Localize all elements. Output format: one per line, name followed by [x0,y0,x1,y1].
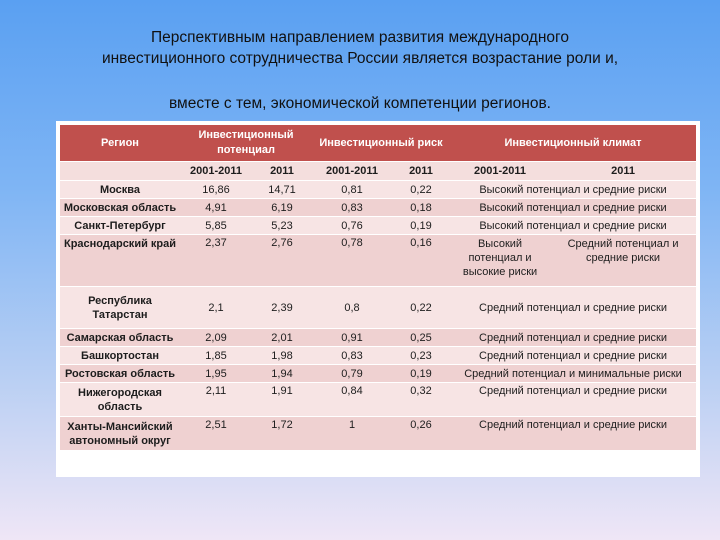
subheader-blank [60,162,180,181]
risk-2001-2011: 0,83 [312,199,392,217]
subheader-years: 2001-2011 [180,162,252,181]
header-risk: Инвестиционный риск [312,125,450,162]
risk-2001-2011: 0,76 [312,217,392,235]
subheader-years: 2011 [252,162,312,181]
potential-2001-2011: 1,95 [180,365,252,383]
table-row [60,383,696,417]
climate-cell: Средний потенциал и средние риски [450,417,696,451]
potential-2011: 1,72 [252,417,312,451]
climate-cell: Средний потенциал и средние риски [450,287,696,329]
subheader-years: 2011 [392,162,450,181]
slide-title-line-2: инвестиционного сотрудничества России является возрастание роли и, [101,50,619,67]
header-climate: Инвестиционный климат [450,125,696,162]
region-cell: Башкортостан [60,347,180,365]
risk-2001-2011: 0,8 [312,287,392,329]
potential-2011: 1,98 [252,347,312,365]
subheader-row [60,162,696,181]
header-potential: Инвестиционный потенциал [180,125,312,162]
slide-title-line-1: Перспективным направлением развития международного [151,29,569,46]
risk-2011: 0,16 [392,235,450,287]
region-cell: Санкт-Петербург [60,217,180,235]
region-cell: Московская область [60,199,180,217]
region-cell: Краснодарский край [60,235,180,287]
climate-cell: Средний потенциал и минимальные риски [450,365,696,383]
investment-table [60,125,696,451]
climate-cell: Высокий потенциал и средние риски [450,181,696,199]
risk-2001-2011: 1 [312,417,392,451]
climate-cell-2001-2011: Высокий потенциал и высокие риски [450,235,550,287]
risk-2011: 0,32 [392,383,450,417]
potential-2001-2011: 4,91 [180,199,252,217]
risk-2011: 0,23 [392,347,450,365]
table-row [60,199,696,217]
table-row [60,347,696,365]
potential-2001-2011: 2,37 [180,235,252,287]
table-row [60,287,696,329]
header-row [60,125,696,162]
region-cell: Нижегородская область [60,383,180,417]
potential-2011: 5,23 [252,217,312,235]
risk-2011: 0,19 [392,365,450,383]
potential-2001-2011: 16,86 [180,181,252,199]
potential-2001-2011: 2,51 [180,417,252,451]
table-row [60,365,696,383]
risk-2011: 0,22 [392,181,450,199]
risk-2001-2011: 0,84 [312,383,392,417]
region-cell: Самарская область [60,329,180,347]
region-cell: Ханты-Мансийский автономный округ [60,417,180,451]
climate-cell-2011: Средний потенциал и средние риски [550,235,696,287]
header-region: Регион [60,125,180,162]
region-cell: Ростовская область [60,365,180,383]
risk-2001-2011: 0,79 [312,365,392,383]
subheader-years: 2001-2011 [312,162,392,181]
risk-2011: 0,25 [392,329,450,347]
table-row [60,417,696,451]
climate-cell: Высокий потенциал и средние риски [450,217,696,235]
risk-2011: 0,22 [392,287,450,329]
risk-2011: 0,19 [392,217,450,235]
potential-2011: 1,94 [252,365,312,383]
potential-2001-2011: 2,09 [180,329,252,347]
table-panel [56,121,700,477]
potential-2001-2011: 5,85 [180,217,252,235]
region-cell: Москва [60,181,180,199]
climate-cell: Средний потенциал и средние риски [450,347,696,365]
subheader-years: 2011 [550,162,696,181]
slide-title-line-3: вместе с тем, экономической компетенции регионов. [168,95,551,112]
potential-2001-2011: 2,11 [180,383,252,417]
risk-2011: 0,18 [392,199,450,217]
table-row [60,235,696,287]
potential-2011: 6,19 [252,199,312,217]
region-cell: Республика Татарстан [60,287,180,329]
table-row [60,329,696,347]
risk-2001-2011: 0,83 [312,347,392,365]
potential-2011: 1,91 [252,383,312,417]
potential-2011: 2,39 [252,287,312,329]
potential-2011: 2,01 [252,329,312,347]
climate-cell: Средний потенциал и средние риски [450,329,696,347]
subheader-years: 2001-2011 [450,162,550,181]
risk-2001-2011: 0,81 [312,181,392,199]
risk-2001-2011: 0,78 [312,235,392,287]
risk-2001-2011: 0,91 [312,329,392,347]
potential-2001-2011: 2,1 [180,287,252,329]
table-row [60,217,696,235]
climate-cell: Высокий потенциал и средние риски [450,199,696,217]
potential-2011: 14,71 [252,181,312,199]
climate-cell: Средний потенциал и средние риски [450,383,696,417]
table-row [60,181,696,199]
risk-2011: 0,26 [392,417,450,451]
potential-2011: 2,76 [252,235,312,287]
potential-2001-2011: 1,85 [180,347,252,365]
